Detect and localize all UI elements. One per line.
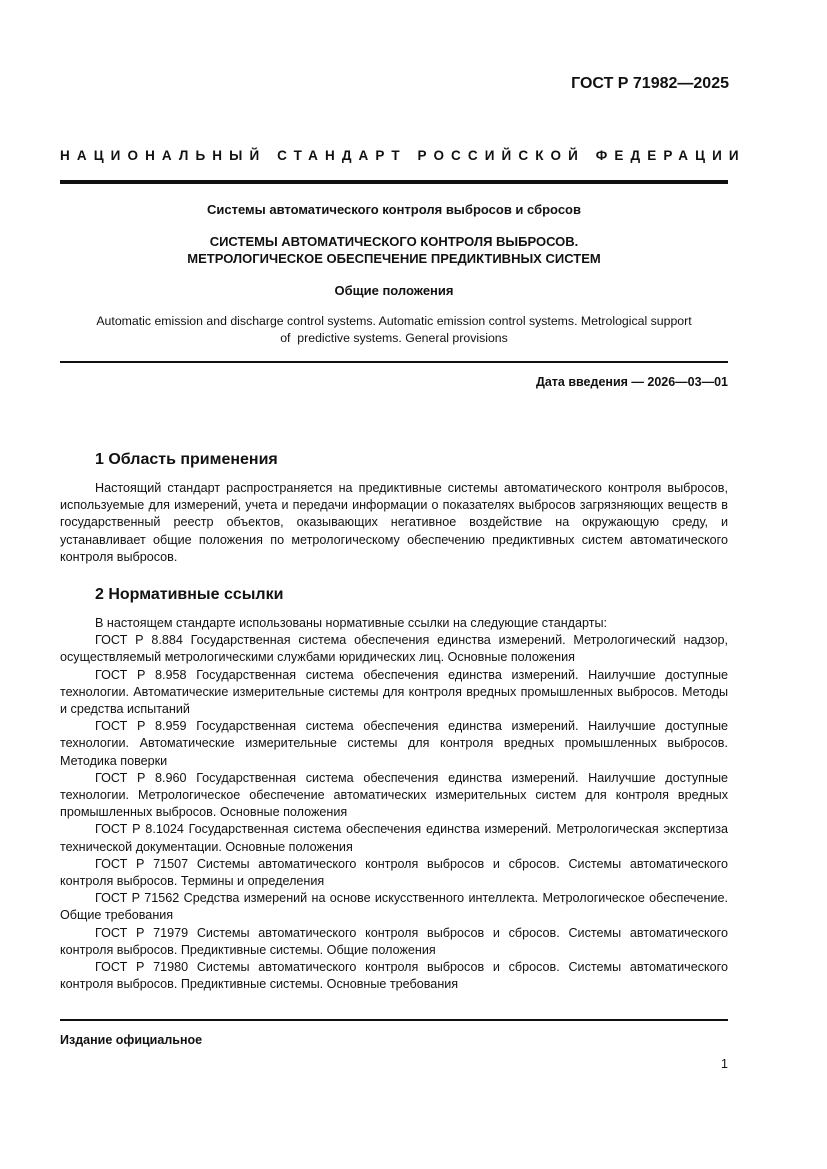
- reference-item: ГОСТ Р 8.1024 Государственная система обеспечения единства измерений. Метрологическая экспертиза технической документации. Основные положения: [60, 822, 728, 854]
- reference-item: ГОСТ Р 8.959 Государственная система обеспечения единства измерений. Наилучшие доступные технологии. Автоматические измерительные системы для контроля вредных промышленных выбросов. Методика поверки: [60, 719, 728, 768]
- title-divider: [60, 361, 728, 363]
- section-heading: 1 Область применения: [95, 451, 278, 468]
- subtitle: Общие положения: [334, 283, 454, 298]
- section-heading: 2 Нормативные ссылки: [95, 586, 284, 603]
- introduction-date: Дата введения — 2026—03—01: [535, 375, 728, 389]
- standard-group-title: Системы автоматического контроля выбросов и сбросов: [206, 202, 581, 217]
- official-edition-label: Издание официальное: [60, 1033, 203, 1047]
- section-normative-references: [60, 585, 728, 993]
- english-title-line-2: of predictive systems. General provisions: [280, 331, 508, 345]
- reference-item: ГОСТ Р 8.958 Государственная система обеспечения единства измерений. Наилучшие доступные технологии. Автоматические измерительные системы для контроля вредных промышленных выбросов. Методы и средства испытаний: [60, 667, 728, 717]
- reference-item: ГОСТ Р 71562 Средства измерений на основе искусственного интеллекта. Метрологическое обеспечение. Общие требования: [60, 891, 728, 923]
- national-standard-title: НАЦИОНАЛЬНЫЙ СТАНДАРТ РОССИЙСКОЙ ФЕДЕРАЦИИ: [60, 148, 746, 163]
- reference-item: ГОСТ Р 71979 Системы автоматического контроля выбросов и сбросов. Системы автоматического контроля выбросов. Предиктивные системы. Общие положения: [60, 925, 728, 957]
- section-paragraph: Настоящий стандарт распространяется на предиктивные системы автоматического контроля выбросов, используемые для измерений, учета и передачи информации о показателях выбросов загрязняющих веществ в государственный реестр объектов, оказывающих негативное воздействие на окружающую среду, и устанавливает общие положения по метрологическому обеспечению предиктивных систем автоматического контроля выбросов.: [60, 481, 728, 564]
- reference-item: ГОСТ Р 71980 Системы автоматического контроля выбросов и сбросов. Системы автоматического контроля выбросов. Предиктивные системы. Основные требования: [60, 960, 728, 992]
- section-scope: [60, 450, 728, 566]
- reference-item: ГОСТ Р 71507 Системы автоматического контроля выбросов и сбросов. Системы автоматического контроля выбросов. Термины и определения: [60, 856, 728, 889]
- english-title: [60, 313, 728, 347]
- footer-divider: [60, 1019, 728, 1021]
- reference-item: ГОСТ Р 8.960 Государственная система обеспечения единства измерений. Наилучшие доступные технологии. Метрологическое обеспечение автоматических измерительных систем для контроля вредных промышленных выбросов. Основные положения: [60, 770, 728, 820]
- english-title-line-1: Automatic emission and discharge control systems. Automatic emission control systems. Metrological support: [96, 314, 692, 328]
- page-number: 1: [721, 1057, 728, 1071]
- header-divider: [60, 180, 728, 184]
- standard-number: ГОСТ Р 71982—2025: [571, 75, 729, 92]
- main-title: [60, 233, 728, 267]
- references-intro: В настоящем стандарте использованы нормативные ссылки на следующие стандарты:: [95, 616, 608, 630]
- main-title-line-1: СИСТЕМЫ АВТОМАТИЧЕСКОГО КОНТРОЛЯ ВЫБРОСОВ.: [209, 234, 579, 249]
- reference-item: ГОСТ Р 8.884 Государственная система обеспечения единства измерений. Метрологический надзор, осуществляемый метрологическими службами юридических лиц. Основные положения: [60, 633, 728, 665]
- main-title-line-2: МЕТРОЛОГИЧЕСКОЕ ОБЕСПЕЧЕНИЕ ПРЕДИКТИВНЫХ СИСТЕМ: [187, 251, 601, 266]
